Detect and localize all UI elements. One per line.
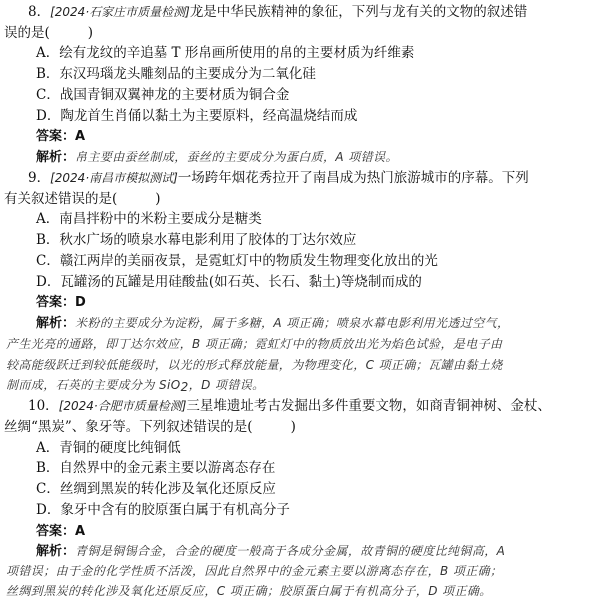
question-number: 10． — [28, 398, 59, 415]
question-9-stem-line2: 有关叙述错误的是( ) — [4, 190, 161, 207]
answer-value: A — [75, 523, 86, 539]
explanation-label: 解析： — [36, 316, 76, 332]
question-source: [2024·石家庄市质量检测] — [50, 4, 190, 19]
explanation-line: 产生光亮的通路，即丁达尔效应，B 项正确；霓虹灯中的物质放出光为焰色试验，是电子由 — [6, 336, 503, 351]
option-c: C．战国青铜双翼神龙的主要材质为铜合金 — [36, 86, 290, 103]
answer-label: 答案： — [36, 523, 76, 539]
question-8-stem-line2: 误的是( ) — [4, 24, 94, 41]
option-a: A．青铜的硬度比纯铜低 — [36, 439, 181, 456]
option-d: D．陶龙首生肖俑以黏土为主要原料，经高温烧结而成 — [36, 107, 358, 124]
question-number: 9． — [28, 169, 51, 186]
explanation-line: 解析：米粉的主要成分为淀粉，属于多糖，A 项正确；喷泉水幕电影利用光透过空气， — [36, 316, 510, 332]
question-stem: 三星堆遗址考古发掘出多件重要文物，如商青铜神树、金杖、 — [186, 398, 551, 415]
question-stem: 龙是中华民族精神的象征，下列与龙有关的文物的叙述错 — [189, 3, 528, 20]
option-c: C．丝绸到黑炭的转化涉及氧化还原反应 — [36, 481, 276, 498]
option-c: C．赣江两岸的美丽夜景，是霓虹灯中的物质发生物理变化放出的光 — [36, 252, 438, 269]
option-d: D．象牙中含有的胶原蛋白属于有机高分子 — [36, 501, 290, 518]
option-b: B．自然界中的金元素主要以游离态存在 — [36, 460, 276, 477]
explanation-label: 解析： — [36, 544, 76, 560]
explanation-line: 较高能级跃迁到较低能级时，以光的形式释放能量，为物理变化，C 项正确；瓦罐由黏土烧 — [6, 357, 503, 372]
question-8-stem-line1 — [28, 1, 527, 23]
explanation-line: 解析：青铜是铜锡合金，合金的硬度一般高于各成分金属，故青铜的硬度比纯铜高，A — [36, 544, 506, 560]
question-source: [2024·南昌市模拟测试] — [50, 170, 178, 185]
option-a: A．绘有龙纹的辛追墓 T 形帛画所使用的帛的主要材质为纤维素 — [36, 45, 415, 62]
question-source: [2024·合肥市质量检测] — [58, 399, 187, 414]
explanation-line: 解析：帛主要由蚕丝制成，蚕丝的主要成分为蛋白质，A 项错误。 — [36, 150, 398, 166]
question-10-stem-line2: 丝绸“黑炭”、象牙等。下列叙述错误的是( ) — [4, 418, 296, 435]
explanation-line: 丝绸到黑炭的转化涉及氧化还原反应，C 项正确；胶原蛋白属于有机高分子，D 项正确。 — [6, 584, 492, 598]
answer-line — [36, 125, 85, 147]
question-9-stem-line1 — [28, 167, 529, 189]
question-stem: 一场跨年烟花秀拉开了南昌成为热门旅游城市的序幕。下列 — [177, 169, 529, 186]
option-a: A．南昌拌粉中的米粉主要成分是糖类 — [36, 211, 262, 228]
option-d: D．瓦罐汤的瓦罐是用硅酸盐(如石英、长石、黏土)等烧制而成的 — [36, 273, 422, 290]
answer-value: A — [75, 129, 86, 145]
option-b: B．东汉玛瑙龙头雕刻品的主要成分为二氧化硅 — [36, 66, 316, 83]
explanation-label: 解析： — [36, 150, 76, 166]
answer-line — [36, 520, 85, 542]
explanation-line: 项错误；由于金的化学性质不活泼，因此自然界中的金元素主要以游离态存在，B 项正确； — [6, 564, 503, 579]
answer-value: D — [75, 295, 86, 311]
explanation-line: 制而成，石英的主要成分为 SiO$_2$，D 项错误。 — [6, 378, 265, 395]
question-number: 8． — [28, 3, 51, 20]
question-10-stem-line1 — [28, 395, 551, 417]
option-b: B．秋水广场的喷泉水幕电影利用了胶体的丁达尔效应 — [36, 232, 357, 249]
answer-label: 答案： — [36, 129, 76, 145]
answer-line — [36, 291, 86, 313]
subscript: 2 — [180, 380, 189, 395]
answer-label: 答案： — [36, 295, 76, 311]
